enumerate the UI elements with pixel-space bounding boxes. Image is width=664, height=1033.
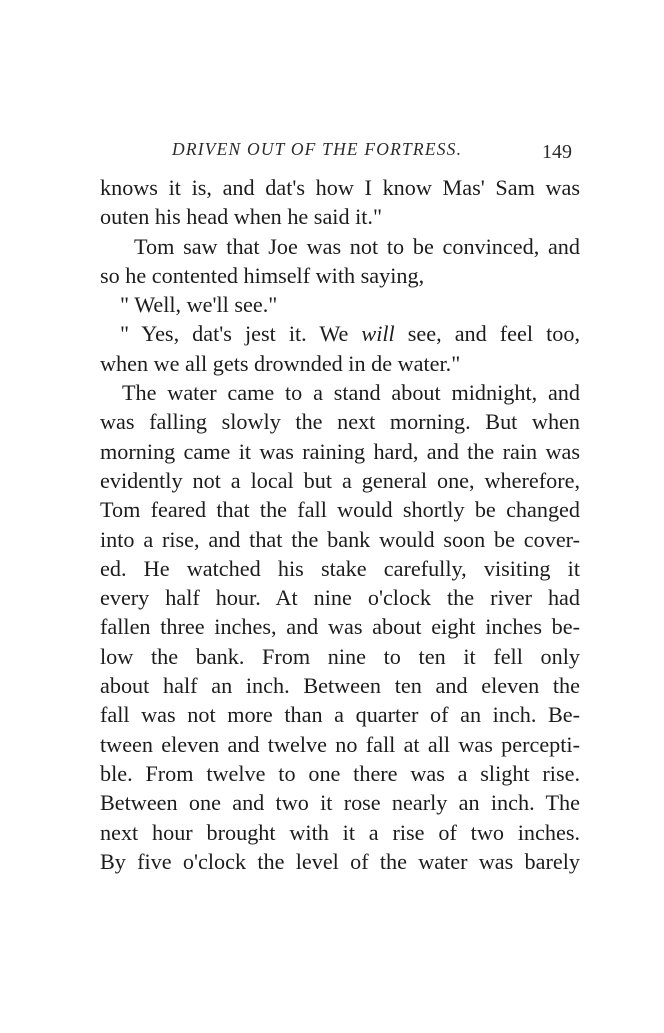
text-line: every half hour. At nine o'clock the river had xyxy=(100,585,580,611)
text-line: Tom feared that the fall would shortly be changed xyxy=(100,497,580,523)
text-line: when we all gets drownded in de water." xyxy=(100,350,461,376)
text-line: By five o'clock the level of the water was barely xyxy=(100,848,580,874)
text-line: into a rise, and that the bank would soon be cover- xyxy=(100,526,580,552)
text-line: tween eleven and twelve no fall at all was percepti- xyxy=(100,731,580,757)
text-line: fall was not more than a quarter of an inch. Be- xyxy=(100,702,580,728)
text-line: next hour brought with it a rise of two inches. xyxy=(100,819,580,845)
text-line: low the bank. From nine to ten it fell only xyxy=(100,643,580,669)
running-title: DRIVEN OUT OF THE FORTRESS. xyxy=(172,139,463,159)
text-line: ed. He watched his stake carefully, visiting it xyxy=(100,555,580,581)
text-line: Tom saw that Joe was not to be convinced, and xyxy=(134,233,580,259)
text-line: ble. From twelve to one there was a slight rise. xyxy=(100,760,580,786)
text-line: so he contented himself with saying, xyxy=(100,262,425,288)
body-text xyxy=(100,173,580,876)
text-line: evidently not a local but a general one, wherefore, xyxy=(100,467,580,493)
running-head xyxy=(100,135,572,165)
text-line: was falling slowly the next morning. But when xyxy=(100,409,580,435)
text-line: fallen three inches, and was about eight inches be- xyxy=(100,614,580,640)
text-line: The water came to a stand about midnight, and xyxy=(122,380,580,406)
text-segment: see, and feel too, xyxy=(394,321,580,347)
text-line: outen his head when he said it." xyxy=(100,204,383,230)
text-line: " Well, we'll see." xyxy=(120,292,278,318)
text-line-with-emphasis xyxy=(100,319,580,348)
text-line: morning came it was raining hard, and the rain was xyxy=(100,438,580,464)
text-segment: " Yes, dat's jest it. We xyxy=(120,321,362,347)
emphasized-word: will xyxy=(361,321,395,347)
text-line: knows it is, and dat's how I know Mas' Sam was xyxy=(100,175,580,200)
text-line: about half an inch. Between ten and eleven the xyxy=(100,673,580,699)
page-number: 149 xyxy=(542,141,572,163)
text-line: Between one and two it rose nearly an inch. The xyxy=(100,790,580,816)
